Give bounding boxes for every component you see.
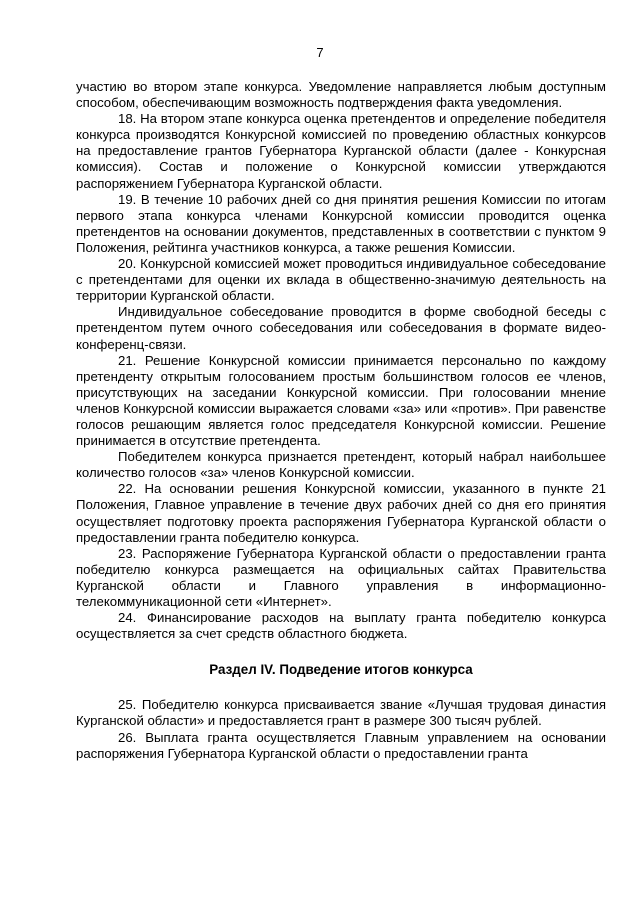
- paragraph: 23. Распоряжение Губернатора Курганской области о предоставлении гранта победителю конкурса размещается на официальных сайтах Правительства Курганской области и Главного управления в информационно-телекоммуникационной сети «Интернет».: [76, 545, 606, 609]
- paragraph: 20. Конкурсной комиссией может проводиться индивидуальное собеседование с претендентами для оценки их вклада в общественно-значимую деятельность на территории Курганской области.: [76, 256, 606, 304]
- paragraph: 19. В течение 10 рабочих дней со дня принятия решения Комиссии по итогам первого этапа конкурса членами Конкурсной комиссии проводится оценка претендентов на основании документов, представленных в соответствии с пунктом 9 Положения, рейтинга участников конкурса, а также решения Комиссии.: [76, 191, 606, 255]
- paragraph: 26. Выплата гранта осуществляется Главным управлением на основании распоряжения Губернатора Курганской области о предоставлении гранта: [76, 729, 606, 761]
- paragraph: 18. На втором этапе конкурса оценка претендентов и определение победителя конкурса производятся Конкурсной комиссией по проведению областных конкурсов на предоставление грантов Губернатора Курганской области (далее - Конкурсная комиссия). Состав и положение о Конкурсной комиссии утверждаются распоряжением Губернатора Курганской области.: [76, 111, 606, 191]
- paragraphs-before-section: [76, 79, 606, 642]
- paragraph: 21. Решение Конкурсной комиссии принимается персонально по каждому претенденту открытым голосованием простым большинством голосов ее членов, присутствующих на заседании Конкурсной комиссии. При голосовании мнение членов Конкурсной комиссии выражается словами «за» или «против». При равенстве голосов решающим является голос председателя Конкурсной комиссии. Решение принимается в отсутствие претендента.: [76, 352, 606, 449]
- paragraph: 22. На основании решения Конкурсной комиссии, указанного в пункте 21 Положения, Главное управление в течение двух рабочих дней со дня его принятия осуществляет подготовку проекта распоряжения Губернатора Курганской области о предоставлении гранта победителю конкурса.: [76, 481, 606, 545]
- paragraph: 24. Финансирование расходов на выплату гранта победителю конкурса осуществляется за счет средств областного бюджета.: [76, 610, 606, 642]
- section-title: Раздел IV. Подведение итогов конкурса: [209, 662, 473, 678]
- page-number: 7: [316, 45, 324, 60]
- paragraphs-after-section: [76, 697, 606, 761]
- paragraph: участию во втором этапе конкурса. Уведомление направляется любым доступным способом, обеспечивающим возможность подтверждения факта уведомления.: [76, 79, 606, 111]
- document-body: [76, 79, 606, 762]
- paragraph: 25. Победителю конкурса присваивается звание «Лучшая трудовая династия Курганской области» и предоставляется грант в размере 300 тысяч рублей.: [76, 697, 606, 729]
- paragraph: Индивидуальное собеседование проводится в форме свободной беседы с претендентом путем очного собеседования или собеседования в формате видео-конференц-связи.: [76, 304, 606, 352]
- paragraph: Победителем конкурса признается претендент, который набрал наибольшее количество голосов «за» членов Конкурсной комиссии.: [76, 449, 606, 481]
